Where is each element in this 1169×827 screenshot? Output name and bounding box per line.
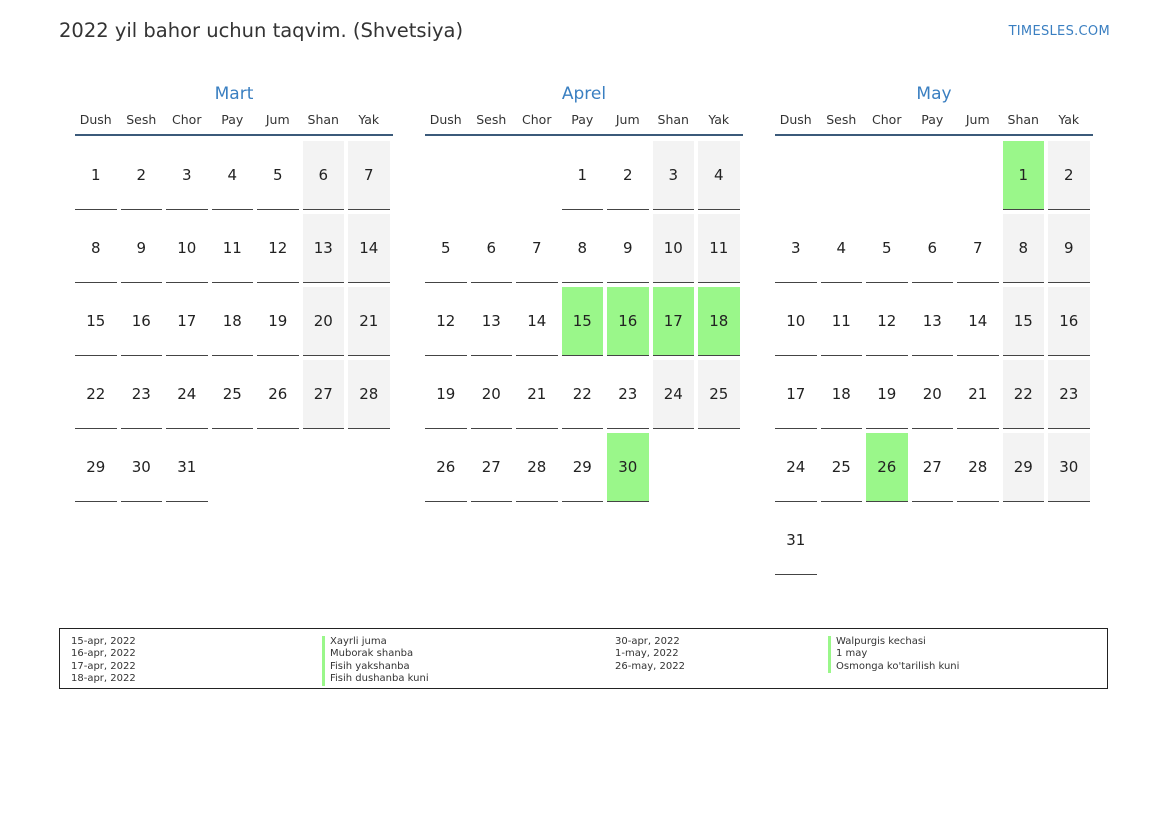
day-cell: 24 [166, 360, 208, 429]
day-cell: 9 [121, 214, 163, 283]
holiday-day-cell: 26 [866, 433, 908, 502]
day-grid [75, 141, 393, 502]
day-cell: 14 [516, 287, 558, 356]
day-cell: 3 [775, 214, 817, 283]
day-cell: 19 [866, 360, 908, 429]
day-cell: 13 [471, 287, 513, 356]
weekday-label: Dush [79, 112, 112, 127]
day-cell: 12 [425, 287, 467, 356]
legend-holiday-name: Fisih yakshanba [322, 661, 429, 673]
day-cell: 16 [1048, 287, 1090, 356]
day-cell: 4 [212, 141, 254, 210]
day-cell: 4 [698, 141, 740, 210]
day-cell: 19 [257, 287, 299, 356]
legend-date: 17-apr, 2022 [71, 660, 136, 672]
weekday-label: Sesh [826, 112, 857, 127]
day-cell: 8 [75, 214, 117, 283]
day-cell: 31 [775, 506, 817, 575]
day-cell: 9 [607, 214, 649, 283]
weekday-header [75, 113, 393, 136]
day-cell: 22 [1003, 360, 1045, 429]
weekday-label: Chor [872, 112, 902, 127]
day-cell: 22 [562, 360, 604, 429]
day-cell: 2 [1048, 141, 1090, 210]
day-cell: 2 [121, 141, 163, 210]
legend-dates-col2 [615, 636, 685, 673]
day-cell: 23 [607, 360, 649, 429]
day-cell: 17 [775, 360, 817, 429]
day-cell: 30 [121, 433, 163, 502]
holiday-day-cell: 1 [1003, 141, 1045, 210]
day-cell: 22 [75, 360, 117, 429]
day-cell: 19 [425, 360, 467, 429]
empty-day-cell [912, 141, 954, 210]
weekday-label: Pay [221, 112, 244, 127]
month-april [425, 82, 743, 502]
day-cell: 15 [1003, 287, 1045, 356]
weekday-label: Shan [1007, 112, 1039, 127]
month-march [75, 82, 393, 502]
legend-date: 1-may, 2022 [615, 648, 679, 660]
day-cell: 15 [75, 287, 117, 356]
day-cell: 20 [303, 287, 345, 356]
holiday-day-cell: 17 [653, 287, 695, 356]
day-cell: 6 [912, 214, 954, 283]
day-cell: 10 [775, 287, 817, 356]
day-cell: 10 [166, 214, 208, 283]
holiday-day-cell: 18 [698, 287, 740, 356]
legend-holiday-name: Muborak shanba [322, 648, 429, 660]
day-cell: 14 [348, 214, 390, 283]
day-cell: 27 [912, 433, 954, 502]
empty-day-cell [957, 141, 999, 210]
empty-day-cell [866, 141, 908, 210]
legend-holiday-name: 1 may [828, 648, 959, 660]
legend-date: 30-apr, 2022 [615, 636, 680, 647]
weekday-label: Sesh [126, 112, 157, 127]
empty-day-cell [425, 141, 467, 210]
holiday-day-cell: 16 [607, 287, 649, 356]
day-cell: 25 [821, 433, 863, 502]
empty-day-cell [516, 141, 558, 210]
month-name: Mart [214, 84, 254, 104]
weekday-header [775, 113, 1093, 136]
legend-names-col2 [828, 636, 959, 673]
day-cell: 7 [348, 141, 390, 210]
day-cell: 1 [75, 141, 117, 210]
day-cell: 18 [212, 287, 254, 356]
month-name: May [916, 84, 952, 104]
day-cell: 3 [653, 141, 695, 210]
day-cell: 1 [562, 141, 604, 210]
day-cell: 10 [653, 214, 695, 283]
weekday-label: Dush [429, 112, 462, 127]
day-cell: 7 [516, 214, 558, 283]
legend-names-col1 [322, 636, 429, 686]
legend-date: 16-apr, 2022 [71, 648, 136, 660]
day-cell: 12 [866, 287, 908, 356]
legend-date: 15-apr, 2022 [71, 636, 136, 647]
weekday-label: Yak [358, 112, 380, 127]
weekday-label: Dush [779, 112, 812, 127]
weekday-label: Sesh [476, 112, 507, 127]
day-cell: 24 [653, 360, 695, 429]
day-cell: 24 [775, 433, 817, 502]
day-cell: 12 [257, 214, 299, 283]
day-cell: 29 [1003, 433, 1045, 502]
legend-holiday-name: Osmonga ko'tarilish kuni [828, 661, 959, 673]
day-cell: 23 [1048, 360, 1090, 429]
day-cell: 5 [866, 214, 908, 283]
day-cell: 25 [212, 360, 254, 429]
day-cell: 30 [1048, 433, 1090, 502]
day-cell: 25 [698, 360, 740, 429]
empty-day-cell [821, 141, 863, 210]
day-cell: 7 [957, 214, 999, 283]
day-cell: 5 [257, 141, 299, 210]
day-cell: 11 [698, 214, 740, 283]
legend-date: 26-may, 2022 [615, 660, 685, 672]
day-grid [425, 141, 743, 502]
day-cell: 31 [166, 433, 208, 502]
weekday-label: Pay [571, 112, 594, 127]
day-cell: 5 [425, 214, 467, 283]
day-cell: 29 [562, 433, 604, 502]
day-cell: 23 [121, 360, 163, 429]
day-cell: 20 [912, 360, 954, 429]
weekday-label: Jum [965, 112, 990, 127]
day-cell: 27 [471, 433, 513, 502]
weekday-label: Jum [265, 112, 290, 127]
weekday-label: Yak [1058, 112, 1080, 127]
weekday-label: Shan [657, 112, 689, 127]
day-cell: 21 [348, 287, 390, 356]
day-cell: 26 [257, 360, 299, 429]
legend-holiday-name: Fisih dushanba kuni [322, 673, 429, 685]
empty-day-cell [471, 141, 513, 210]
day-cell: 21 [957, 360, 999, 429]
page-title: 2022 yil bahor uchun taqvim. (Shvetsiya) [59, 19, 464, 42]
day-cell: 13 [912, 287, 954, 356]
empty-day-cell [775, 141, 817, 210]
day-grid [775, 141, 1093, 575]
day-cell: 26 [425, 433, 467, 502]
day-cell: 11 [212, 214, 254, 283]
weekday-label: Pay [921, 112, 944, 127]
day-cell: 3 [166, 141, 208, 210]
weekday-label: Yak [708, 112, 730, 127]
day-cell: 17 [166, 287, 208, 356]
day-cell: 28 [516, 433, 558, 502]
weekday-label: Shan [307, 112, 339, 127]
day-cell: 28 [957, 433, 999, 502]
legend-holiday-name: Walpurgis kechasi [828, 636, 959, 648]
month-may [775, 82, 1093, 575]
day-cell: 9 [1048, 214, 1090, 283]
holiday-day-cell: 30 [607, 433, 649, 502]
weekday-header [425, 113, 743, 136]
day-cell: 20 [471, 360, 513, 429]
holiday-day-cell: 15 [562, 287, 604, 356]
day-cell: 11 [821, 287, 863, 356]
weekday-label: Chor [522, 112, 552, 127]
legend-dates-col1 [71, 636, 136, 686]
day-cell: 6 [303, 141, 345, 210]
weekday-label: Chor [172, 112, 202, 127]
day-cell: 4 [821, 214, 863, 283]
day-cell: 6 [471, 214, 513, 283]
day-cell: 2 [607, 141, 649, 210]
day-cell: 14 [957, 287, 999, 356]
holiday-legend [59, 628, 1108, 689]
weekday-label: Jum [615, 112, 640, 127]
site-link[interactable]: TIMESLES.COM [1008, 24, 1110, 39]
day-cell: 27 [303, 360, 345, 429]
month-name: Aprel [561, 84, 607, 104]
legend-date: 18-apr, 2022 [71, 673, 136, 685]
day-cell: 28 [348, 360, 390, 429]
day-cell: 16 [121, 287, 163, 356]
day-cell: 18 [821, 360, 863, 429]
day-cell: 13 [303, 214, 345, 283]
day-cell: 8 [1003, 214, 1045, 283]
day-cell: 8 [562, 214, 604, 283]
legend-holiday-name: Xayrli juma [322, 636, 429, 648]
day-cell: 29 [75, 433, 117, 502]
day-cell: 21 [516, 360, 558, 429]
